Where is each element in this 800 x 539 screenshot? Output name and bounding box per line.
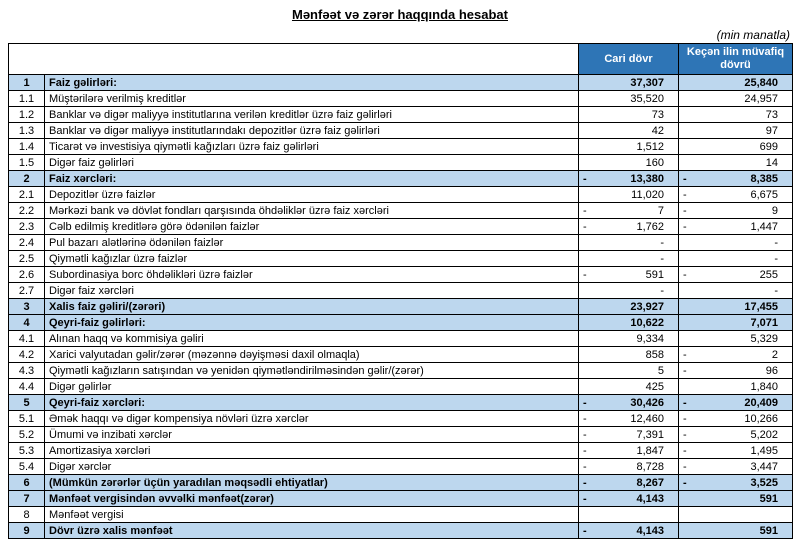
row-label: Faiz xərcləri: — [45, 171, 579, 187]
cell-value: 5 — [657, 364, 664, 377]
previous-period-value-cell — [679, 427, 793, 443]
current-period-value-cell — [579, 267, 679, 283]
cell-value: 30,426 — [630, 396, 664, 409]
previous-period-value-cell — [679, 235, 793, 251]
cell-value: 591 — [759, 492, 778, 505]
cell-value: 5,329 — [750, 332, 778, 345]
cell-value: 6,675 — [750, 188, 778, 201]
row-label: Müştərilərə verilmiş kreditlər — [45, 91, 579, 107]
cell-value: 7,071 — [750, 316, 778, 329]
table-row — [9, 507, 793, 523]
header-blank-cell — [9, 44, 579, 75]
cell-value: 425 — [645, 380, 664, 393]
row-label: Qeyri-faiz gəlirləri: — [45, 315, 579, 331]
cell-value: 17,455 — [744, 300, 778, 313]
cell-value: 8,728 — [636, 460, 664, 473]
table-row — [9, 523, 793, 539]
cell-value: 160 — [645, 156, 664, 169]
table-row — [9, 363, 793, 379]
table-row — [9, 331, 793, 347]
table-row — [9, 155, 793, 171]
cell-value: 3,447 — [750, 460, 778, 473]
table-row — [9, 427, 793, 443]
minus-sign: - — [583, 268, 587, 281]
row-number: 6 — [9, 475, 45, 491]
cell-value: 1,512 — [636, 140, 664, 153]
row-label: Qiymətli kağızlar üzrə faizlər — [45, 251, 579, 267]
previous-period-value-cell — [679, 251, 793, 267]
row-label: Mərkəzi bank və dövlət fondları qarşısında öhdəliklər üzrə faiz xərcləri — [45, 203, 579, 219]
current-period-value-cell — [579, 187, 679, 203]
table-row — [9, 443, 793, 459]
row-number: 2.2 — [9, 203, 45, 219]
minus-sign: - — [683, 220, 687, 233]
current-period-value-cell — [579, 475, 679, 491]
row-number: 2.6 — [9, 267, 45, 283]
minus-sign: - — [683, 268, 687, 281]
previous-period-value-cell — [679, 395, 793, 411]
row-number: 4.1 — [9, 331, 45, 347]
table-row — [9, 75, 793, 91]
row-number: 1.2 — [9, 107, 45, 123]
cell-value: 73 — [651, 108, 664, 121]
row-number: 5 — [9, 395, 45, 411]
minus-sign: - — [583, 204, 587, 217]
current-period-value-cell — [579, 107, 679, 123]
previous-period-value-cell — [679, 507, 793, 523]
row-number: 2.3 — [9, 219, 45, 235]
previous-period-value-cell — [679, 75, 793, 91]
row-label: Digər xərclər — [45, 459, 579, 475]
row-number: 9 — [9, 523, 45, 539]
previous-period-value-cell — [679, 267, 793, 283]
cell-value: 11,020 — [631, 188, 664, 201]
current-period-value-cell — [579, 299, 679, 315]
table-row — [9, 491, 793, 507]
cell-value: 3,525 — [750, 476, 778, 489]
row-label: Banklar və digər maliyyə institutlarındakı depozitlər üzrə faiz gəlirləri — [45, 123, 579, 139]
row-label: Alınan haqq və kommisiya gəliri — [45, 331, 579, 347]
table-row — [9, 123, 793, 139]
row-number: 5.2 — [9, 427, 45, 443]
row-label: Ticarət və investisiya qiymətli kağızları üzrə faiz gəlirləri — [45, 139, 579, 155]
current-period-value-cell — [579, 363, 679, 379]
row-number: 2.1 — [9, 187, 45, 203]
previous-period-value-cell — [679, 107, 793, 123]
minus-sign: - — [583, 476, 587, 489]
row-label: Faiz gəlirləri: — [45, 75, 579, 91]
table-row — [9, 139, 793, 155]
current-period-value-cell — [579, 523, 679, 539]
previous-period-value-cell — [679, 523, 793, 539]
cell-value: 9,334 — [636, 332, 664, 345]
cell-value: 20,409 — [744, 396, 778, 409]
row-label: Dövr üzrə xalis mənfəət — [45, 523, 579, 539]
cell-value: 25,840 — [744, 76, 778, 89]
minus-sign: - — [683, 412, 687, 425]
previous-period-value-cell — [679, 187, 793, 203]
previous-period-value-cell — [679, 299, 793, 315]
row-number: 4.3 — [9, 363, 45, 379]
row-label: Digər faiz gəlirləri — [45, 155, 579, 171]
cell-value: 73 — [765, 108, 778, 121]
previous-period-value-cell — [679, 219, 793, 235]
minus-sign: - — [583, 172, 587, 185]
cell-value: 4,143 — [636, 524, 664, 537]
row-label: Əmək haqqı və digər kompensiya növləri üzrə xərclər — [45, 411, 579, 427]
current-period-value-cell — [579, 123, 679, 139]
current-period-value-cell — [579, 155, 679, 171]
minus-sign: - — [583, 428, 587, 441]
table-row — [9, 91, 793, 107]
cell-value: - — [774, 252, 778, 265]
cell-value: - — [774, 236, 778, 249]
previous-period-value-cell — [679, 171, 793, 187]
row-number: 5.1 — [9, 411, 45, 427]
previous-period-value-cell — [679, 411, 793, 427]
row-number: 8 — [9, 507, 45, 523]
previous-period-value-cell — [679, 123, 793, 139]
minus-sign: - — [683, 364, 687, 377]
row-label: Ümumi və inzibati xərclər — [45, 427, 579, 443]
previous-period-value-cell — [679, 475, 793, 491]
row-number: 4.2 — [9, 347, 45, 363]
minus-sign: - — [683, 476, 687, 489]
minus-sign: - — [583, 444, 587, 457]
cell-value: 4,143 — [636, 492, 664, 505]
cell-value: 858 — [645, 348, 664, 361]
row-number: 2.5 — [9, 251, 45, 267]
row-number: 4.4 — [9, 379, 45, 395]
income-statement-table — [8, 43, 793, 539]
cell-value: 1,847 — [636, 444, 664, 457]
table-row — [9, 299, 793, 315]
current-period-value-cell — [579, 283, 679, 299]
minus-sign: - — [583, 524, 587, 537]
cell-value: 699 — [759, 140, 778, 153]
row-number: 7 — [9, 491, 45, 507]
cell-value: 591 — [645, 268, 664, 281]
previous-period-value-cell — [679, 443, 793, 459]
cell-value: 1,840 — [750, 380, 778, 393]
row-number: 3 — [9, 299, 45, 315]
table-body — [9, 75, 793, 539]
cell-value: 591 — [759, 524, 778, 537]
table-row — [9, 379, 793, 395]
minus-sign: - — [583, 412, 587, 425]
previous-period-value-cell — [679, 155, 793, 171]
current-period-value-cell — [579, 459, 679, 475]
previous-period-value-cell — [679, 347, 793, 363]
cell-value: - — [660, 252, 664, 265]
minus-sign: - — [683, 204, 687, 217]
cell-value: 13,380 — [630, 172, 664, 185]
row-label: Pul bazarı alətlərinə ödənilən faizlər — [45, 235, 579, 251]
cell-value: 7 — [657, 204, 664, 217]
cell-value: 23,927 — [630, 300, 664, 313]
cell-value: 24,957 — [744, 92, 778, 105]
cell-value: 5,202 — [750, 428, 778, 441]
table-row — [9, 171, 793, 187]
previous-period-value-cell — [679, 379, 793, 395]
current-period-value-cell — [579, 331, 679, 347]
cell-value: 255 — [759, 268, 778, 281]
table-row — [9, 283, 793, 299]
minus-sign: - — [683, 460, 687, 473]
cell-value: 1,762 — [636, 220, 664, 233]
previous-period-value-cell — [679, 459, 793, 475]
cell-value: - — [774, 284, 778, 297]
current-period-value-cell — [579, 139, 679, 155]
minus-sign: - — [583, 220, 587, 233]
row-label: Banklar və digər maliyyə institutlarına verilən kreditlər üzrə faiz gəlirləri — [45, 107, 579, 123]
table-row — [9, 235, 793, 251]
cell-value: 9 — [771, 204, 778, 217]
row-label: Amortizasiya xərcləri — [45, 443, 579, 459]
table-row — [9, 347, 793, 363]
header-row — [9, 44, 793, 75]
current-period-value-cell — [579, 427, 679, 443]
row-label: Subordinasiya borc öhdəlikləri üzrə faizlər — [45, 267, 579, 283]
unit-note: (min manatla) — [716, 28, 790, 42]
row-label: Xarici valyutadan gəlir/zərər (məzənnə dəyişməsi daxil olmaqla) — [45, 347, 579, 363]
row-number: 1 — [9, 75, 45, 91]
cell-value: 8,385 — [750, 172, 778, 185]
row-number: 1.4 — [9, 139, 45, 155]
cell-value: 10,266 — [744, 412, 778, 425]
minus-sign: - — [683, 444, 687, 457]
cell-value: 42 — [651, 124, 664, 137]
row-number: 1.1 — [9, 91, 45, 107]
cell-value: 10,622 — [630, 316, 664, 329]
current-period-value-cell — [579, 395, 679, 411]
current-period-value-cell — [579, 443, 679, 459]
row-label: Qeyri-faiz xərcləri: — [45, 395, 579, 411]
previous-period-value-cell — [679, 91, 793, 107]
current-period-value-cell — [579, 75, 679, 91]
row-label: (Mümkün zərərlər üçün yaradılan məqsədli ehtiyatlar) — [45, 475, 579, 491]
table-row — [9, 203, 793, 219]
table-row — [9, 107, 793, 123]
current-period-value-cell — [579, 235, 679, 251]
previous-period-value-cell — [679, 139, 793, 155]
minus-sign: - — [683, 396, 687, 409]
row-number: 5.3 — [9, 443, 45, 459]
current-period-value-cell — [579, 171, 679, 187]
minus-sign: - — [583, 492, 587, 505]
minus-sign: - — [683, 428, 687, 441]
table-row — [9, 459, 793, 475]
row-label: Cəlb edilmiş kreditlərə görə ödənilən faizlər — [45, 219, 579, 235]
row-number: 1.3 — [9, 123, 45, 139]
row-number: 2.7 — [9, 283, 45, 299]
row-label: Digər gəlirlər — [45, 379, 579, 395]
row-label: Mənfəət vergisindən əvvəlki mənfəət(zərər) — [45, 491, 579, 507]
minus-sign: - — [683, 188, 687, 201]
cell-value: 96 — [765, 364, 778, 377]
cell-value: 7,391 — [636, 428, 664, 441]
current-period-value-cell — [579, 347, 679, 363]
previous-period-value-cell — [679, 363, 793, 379]
table-row — [9, 475, 793, 491]
cell-value: 14 — [765, 156, 778, 169]
current-period-value-cell — [579, 91, 679, 107]
table-row — [9, 267, 793, 283]
row-label: Xalis faiz gəliri/(zərəri) — [45, 299, 579, 315]
row-label: Mənfəət vergisi — [45, 507, 579, 523]
cell-value: 37,307 — [630, 76, 664, 89]
minus-sign: - — [683, 348, 687, 361]
row-number: 5.4 — [9, 459, 45, 475]
table-row — [9, 251, 793, 267]
cell-value: 8,267 — [636, 476, 664, 489]
row-label: Depozitlər üzrə faizlər — [45, 187, 579, 203]
cell-value: - — [660, 284, 664, 297]
row-label: Qiymətli kağızların satışından və yenidən qiymətləndirilməsindən gəlir/(zərər) — [45, 363, 579, 379]
current-period-value-cell — [579, 411, 679, 427]
table-row — [9, 187, 793, 203]
cell-value: 12,460 — [630, 412, 664, 425]
previous-period-value-cell — [679, 315, 793, 331]
current-period-value-cell — [579, 491, 679, 507]
row-number: 4 — [9, 315, 45, 331]
cell-value: 1,447 — [750, 220, 778, 233]
previous-period-value-cell — [679, 331, 793, 347]
row-number: 2 — [9, 171, 45, 187]
previous-period-value-cell — [679, 491, 793, 507]
table-row — [9, 395, 793, 411]
current-period-value-cell — [579, 507, 679, 523]
table-row — [9, 315, 793, 331]
row-label: Digər faiz xərcləri — [45, 283, 579, 299]
current-period-value-cell — [579, 251, 679, 267]
current-period-value-cell — [579, 203, 679, 219]
table-row — [9, 411, 793, 427]
header-current-period: Cari dövr — [579, 44, 679, 75]
cell-value: 35,520 — [630, 92, 664, 105]
cell-value: 97 — [765, 124, 778, 137]
current-period-value-cell — [579, 315, 679, 331]
minus-sign: - — [583, 396, 587, 409]
cell-value: 2 — [771, 348, 778, 361]
current-period-value-cell — [579, 219, 679, 235]
page-title: Mənfəət və zərər haqqında hesabat — [291, 7, 508, 22]
minus-sign: - — [583, 460, 587, 473]
current-period-value-cell — [579, 379, 679, 395]
row-number: 1.5 — [9, 155, 45, 171]
row-number: 2.4 — [9, 235, 45, 251]
table-row — [9, 219, 793, 235]
previous-period-value-cell — [679, 283, 793, 299]
minus-sign: - — [683, 172, 687, 185]
header-previous-period: Keçən ilin müvafiq dövrü — [679, 44, 793, 75]
cell-value: 1,495 — [750, 444, 778, 457]
cell-value: - — [660, 236, 664, 249]
previous-period-value-cell — [679, 203, 793, 219]
